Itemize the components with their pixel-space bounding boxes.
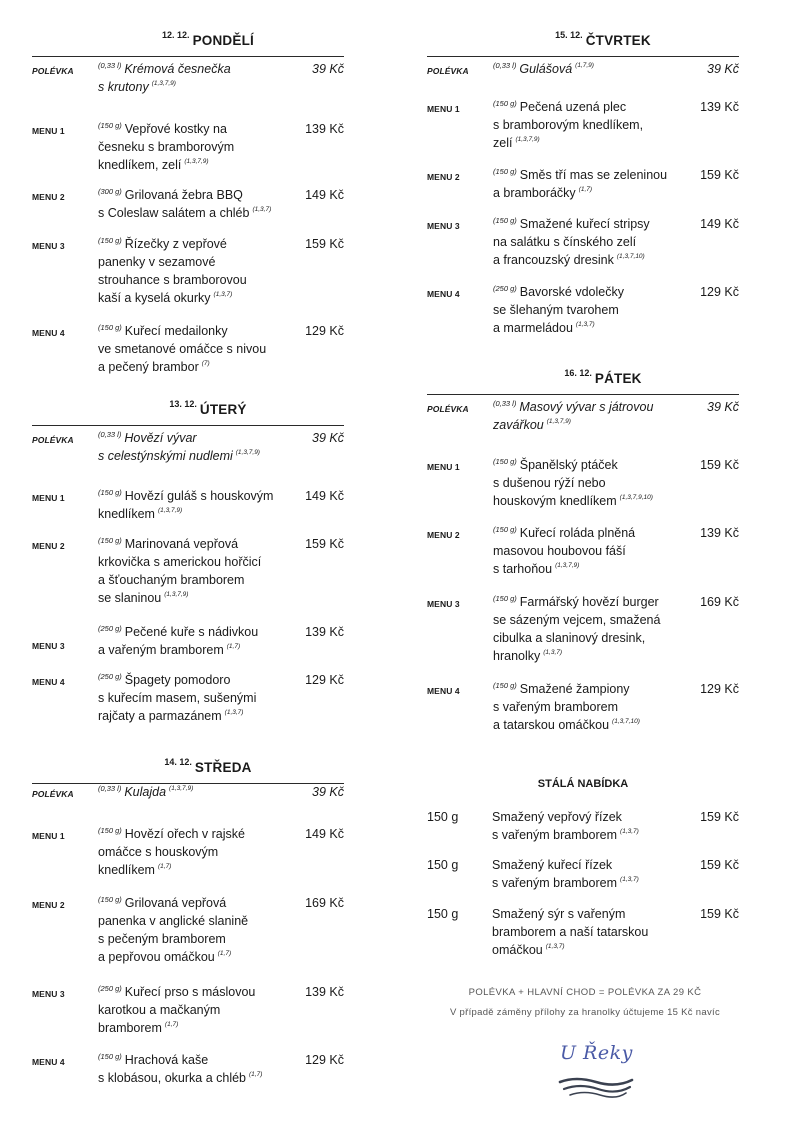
item-line: s Coleslaw salátem a chléb bbox=[98, 206, 250, 220]
item-line: Smažené žampiony bbox=[519, 682, 630, 696]
item-price: 129 Kč bbox=[700, 285, 739, 299]
item-label: POLÉVKA bbox=[427, 66, 469, 76]
footer-notes bbox=[405, 983, 765, 1023]
item-label: MENU 4 bbox=[32, 1057, 65, 1067]
item-line: Hovězí ořech v rajské bbox=[124, 827, 245, 841]
item-label: MENU 2 bbox=[427, 530, 460, 540]
item-line: kaší a kyselá okurky bbox=[98, 291, 211, 305]
logo-text: U Řeky bbox=[560, 1042, 633, 1064]
item-weight: (150 g) bbox=[98, 826, 122, 835]
item-line: a šťouchaným bramborem bbox=[98, 573, 245, 587]
item-allergens: (1,7) bbox=[164, 1021, 179, 1028]
item-allergens: (1,3,7) bbox=[620, 828, 639, 835]
item-allergens: (1,3,7,10) bbox=[612, 718, 640, 725]
item-allergens: (1,3,7,9) bbox=[555, 562, 580, 569]
item-allergens: (1,3,7) bbox=[252, 206, 272, 213]
day-date: 14. 12. bbox=[164, 757, 192, 767]
day-divider bbox=[427, 394, 739, 395]
item-label: MENU 2 bbox=[427, 172, 460, 182]
item-line: Kulajda bbox=[124, 785, 167, 799]
item-line: a marmeládou bbox=[493, 321, 573, 335]
item-line: s bramborovým knedlíkem, bbox=[493, 118, 644, 132]
day-section-monday bbox=[32, 30, 344, 374]
item-allergens: (1,3,7,9) bbox=[184, 158, 209, 165]
item-line: Kuřecí roláda plněná bbox=[519, 526, 636, 540]
footer-soup-note: POLÉVKA + HLAVNÍ CHOD = POLÉVKA ZA 29 KČ bbox=[468, 987, 702, 998]
item-line: Smažený kuřecí řízek bbox=[492, 858, 613, 872]
item-allergens: (1,3,7,9) bbox=[235, 449, 260, 456]
item-weight: (150 g) bbox=[98, 895, 122, 904]
item-description bbox=[493, 166, 689, 202]
item-line: česneku s bramborovým bbox=[98, 140, 235, 154]
item-description bbox=[98, 623, 294, 659]
item-weight: 150 g bbox=[427, 858, 459, 872]
item-line: a tatarskou omáčkou bbox=[493, 718, 610, 732]
item-label: POLÉVKA bbox=[32, 789, 74, 799]
item-line: a bramboráčky bbox=[493, 186, 576, 200]
item-line: panenka v anglické slanině bbox=[98, 914, 249, 928]
item-label: MENU 3 bbox=[427, 599, 460, 609]
item-line: a francouzský dresink bbox=[493, 253, 614, 267]
item-weight: 150 g bbox=[427, 810, 459, 824]
item-description bbox=[493, 593, 689, 665]
item-description bbox=[493, 60, 689, 78]
item-line: Marinovaná vepřová bbox=[124, 537, 239, 551]
item-description bbox=[98, 322, 294, 376]
item-line: omáčkou bbox=[492, 943, 543, 957]
item-description bbox=[98, 535, 294, 607]
item-price: 149 Kč bbox=[305, 188, 344, 202]
item-line: Pečená uzená plec bbox=[519, 100, 627, 114]
item-allergens: (1,3,7,9,10) bbox=[619, 494, 653, 501]
item-line: Smažené kuřecí stripsy bbox=[519, 217, 650, 231]
item-line: omáčce s houskovým bbox=[98, 845, 219, 859]
item-line: Smažený vepřový řízek bbox=[492, 810, 622, 824]
item-price: 159 Kč bbox=[700, 458, 739, 472]
item-label: MENU 1 bbox=[32, 831, 65, 841]
item-weight: (0,33 l) bbox=[98, 430, 122, 439]
day-name: STŘEDA bbox=[194, 760, 252, 775]
item-line: s celestýnskými nudlemi bbox=[98, 449, 233, 463]
item-allergens: (1,3,7,9) bbox=[164, 591, 189, 598]
day-name: ČTVRTEK bbox=[585, 33, 651, 48]
item-line: knedlíkem bbox=[98, 863, 155, 877]
item-price: 39 Kč bbox=[312, 62, 344, 76]
item-allergens: (1,7) bbox=[249, 1071, 263, 1078]
footer-fries-note: V případě záměny přílohy za hranolky účtujeme 15 Kč navíc bbox=[449, 1007, 721, 1018]
item-weight: 150 g bbox=[427, 907, 459, 921]
item-price: 139 Kč bbox=[700, 100, 739, 114]
item-allergens: (1,3,7,9) bbox=[151, 80, 176, 87]
item-line: strouhance s bramborovou bbox=[98, 273, 247, 287]
item-label: MENU 2 bbox=[32, 541, 65, 551]
item-line: s kuřecím masem, sušenými bbox=[98, 691, 257, 705]
item-line: bramborem a naší tatarskou bbox=[492, 925, 649, 939]
item-description bbox=[493, 398, 689, 434]
item-weight: (300 g) bbox=[98, 187, 122, 196]
item-allergens: (1,7) bbox=[578, 186, 593, 193]
item-line: na salátku s čínského zelí bbox=[493, 235, 637, 249]
item-allergens: (1,3,7,9) bbox=[546, 418, 571, 425]
item-price: 39 Kč bbox=[312, 431, 344, 445]
item-price: 129 Kč bbox=[305, 673, 344, 687]
standing-offer-title: STÁLÁ NABÍDKA bbox=[537, 778, 629, 790]
item-allergens: (1,7) bbox=[226, 643, 241, 650]
item-price: 169 Kč bbox=[305, 896, 344, 910]
day-header bbox=[32, 32, 344, 56]
item-label: MENU 1 bbox=[32, 493, 65, 503]
item-price: 129 Kč bbox=[305, 1053, 344, 1067]
item-line: Grilovaná vepřová bbox=[124, 896, 227, 910]
item-description bbox=[493, 98, 689, 152]
item-weight: (150 g) bbox=[98, 121, 122, 130]
day-divider bbox=[427, 56, 739, 57]
item-line: Španělský ptáček bbox=[519, 458, 618, 472]
item-label: POLÉVKA bbox=[427, 404, 469, 414]
day-divider bbox=[32, 56, 344, 57]
item-label: MENU 3 bbox=[427, 221, 460, 231]
item-label: MENU 4 bbox=[32, 677, 65, 687]
item-line: s krutony bbox=[98, 80, 149, 94]
standing-offer-section bbox=[427, 778, 739, 957]
item-line: se sázeným vejcem, smažená bbox=[493, 613, 661, 627]
item-description bbox=[98, 60, 294, 96]
item-line: se šlehaným tvarohem bbox=[493, 303, 619, 317]
item-label: MENU 2 bbox=[32, 192, 65, 202]
item-description bbox=[492, 905, 687, 959]
item-line: Pečené kuře s nádivkou bbox=[124, 625, 259, 639]
item-line: bramborem bbox=[98, 1021, 162, 1035]
day-header bbox=[32, 759, 344, 783]
item-line: a pečený brambor bbox=[98, 360, 199, 374]
item-weight: (250 g) bbox=[98, 984, 122, 993]
item-weight: (150 g) bbox=[493, 99, 517, 108]
item-label: MENU 4 bbox=[32, 328, 65, 338]
item-line: knedlíkem bbox=[98, 507, 155, 521]
item-line: Špagety pomodoro bbox=[124, 673, 231, 687]
item-description bbox=[98, 120, 294, 174]
day-date: 16. 12. bbox=[564, 368, 592, 378]
item-description bbox=[98, 894, 294, 966]
item-line: s dušenou rýží nebo bbox=[493, 476, 606, 490]
item-description bbox=[98, 235, 294, 307]
item-line: Smažený sýr s vařeným bbox=[492, 907, 626, 921]
item-label: MENU 1 bbox=[32, 126, 65, 136]
item-description bbox=[98, 671, 294, 725]
item-line: s vařeným bramborem bbox=[492, 828, 618, 842]
item-allergens: (1,3,7,10) bbox=[616, 253, 645, 260]
item-allergens: (1,3,7) bbox=[213, 291, 233, 298]
logo-waves-icon bbox=[556, 1040, 636, 1102]
item-allergens: (1,3,7) bbox=[543, 649, 563, 656]
item-price: 169 Kč bbox=[700, 595, 739, 609]
item-price: 159 Kč bbox=[700, 168, 739, 182]
item-line: se slaninou bbox=[98, 591, 162, 605]
item-label: MENU 3 bbox=[32, 241, 65, 251]
day-name: ÚTERÝ bbox=[199, 402, 247, 417]
day-section-friday bbox=[427, 368, 739, 732]
item-line: s klobásou, okurka a chléb bbox=[98, 1071, 247, 1085]
item-price: 139 Kč bbox=[305, 625, 344, 639]
item-allergens: (7) bbox=[201, 360, 210, 367]
day-divider bbox=[32, 425, 344, 426]
item-weight: (150 g) bbox=[493, 167, 517, 176]
item-weight: (150 g) bbox=[493, 525, 517, 534]
item-description bbox=[98, 487, 294, 523]
item-weight: (0,33 l) bbox=[98, 61, 122, 70]
item-price: 159 Kč bbox=[700, 907, 739, 921]
item-weight: (250 g) bbox=[98, 624, 122, 633]
item-label: POLÉVKA bbox=[32, 435, 74, 445]
day-date: 15. 12. bbox=[555, 30, 583, 40]
item-line: Bavorské vdolečky bbox=[519, 285, 624, 299]
item-line: s vařeným bramborem bbox=[493, 700, 619, 714]
item-weight: (250 g) bbox=[98, 672, 122, 681]
item-weight: (150 g) bbox=[493, 457, 517, 466]
item-line: rajčaty a parmazánem bbox=[98, 709, 222, 723]
item-weight: (150 g) bbox=[493, 681, 517, 690]
item-weight: (150 g) bbox=[98, 536, 122, 545]
item-price: 39 Kč bbox=[707, 400, 739, 414]
day-header bbox=[427, 32, 739, 56]
item-description bbox=[493, 680, 689, 734]
item-description bbox=[98, 1051, 294, 1087]
item-description bbox=[98, 186, 294, 222]
item-line: Kuřecí medailonky bbox=[124, 324, 228, 338]
item-label: MENU 4 bbox=[427, 289, 460, 299]
day-section-wednesday bbox=[32, 757, 344, 1085]
item-line: a vařeným bramborem bbox=[98, 643, 224, 657]
item-line: Farmářský hovězí burger bbox=[519, 595, 659, 609]
item-description bbox=[492, 808, 687, 844]
item-label: MENU 4 bbox=[427, 686, 460, 696]
item-price: 139 Kč bbox=[305, 122, 344, 136]
item-line: Řízečky z vepřové bbox=[124, 237, 227, 251]
item-price: 129 Kč bbox=[305, 324, 344, 338]
item-allergens: (1,3,7) bbox=[620, 876, 639, 883]
item-label: MENU 3 bbox=[32, 989, 65, 999]
item-price: 159 Kč bbox=[305, 237, 344, 251]
day-header bbox=[32, 401, 344, 425]
item-line: Hovězí vývar bbox=[124, 431, 197, 445]
day-section-tuesday bbox=[32, 399, 344, 723]
item-description bbox=[98, 429, 294, 465]
item-allergens: (1,3,7) bbox=[575, 321, 595, 328]
item-line: masovou houbovou fáší bbox=[493, 544, 626, 558]
item-description bbox=[98, 983, 294, 1037]
item-allergens: (1,3,7,9) bbox=[169, 785, 194, 792]
item-line: houskovým knedlíkem bbox=[493, 494, 617, 508]
item-description bbox=[493, 524, 689, 578]
item-line: Gulášová bbox=[519, 62, 573, 76]
item-line: ve smetanové omáčce s nivou bbox=[98, 342, 267, 356]
item-description bbox=[493, 215, 689, 269]
item-price: 159 Kč bbox=[305, 537, 344, 551]
item-weight: (150 g) bbox=[98, 1052, 122, 1061]
restaurant-logo bbox=[556, 1040, 636, 1102]
item-description bbox=[492, 856, 687, 892]
item-description bbox=[493, 456, 689, 510]
item-allergens: (1,7) bbox=[157, 863, 172, 870]
day-section-thursday bbox=[427, 30, 739, 335]
item-weight: (150 g) bbox=[98, 323, 122, 332]
item-label: MENU 2 bbox=[32, 900, 65, 910]
day-date: 13. 12. bbox=[169, 399, 197, 409]
item-label: MENU 1 bbox=[427, 104, 460, 114]
item-description bbox=[493, 283, 689, 337]
item-price: 149 Kč bbox=[305, 489, 344, 503]
day-name: PÁTEK bbox=[594, 371, 642, 386]
item-allergens: (1,7) bbox=[217, 950, 232, 957]
item-line: karotkou a mačkaným bbox=[98, 1003, 221, 1017]
item-line: Kuřecí prso s máslovou bbox=[124, 985, 256, 999]
item-price: 139 Kč bbox=[700, 526, 739, 540]
item-weight: (150 g) bbox=[98, 236, 122, 245]
item-line: s pečeným bramborem bbox=[98, 932, 226, 946]
item-label: MENU 3 bbox=[32, 641, 65, 651]
item-line: cibulka a slaninový dresink, bbox=[493, 631, 646, 645]
item-allergens: (1,7,9) bbox=[575, 62, 594, 69]
item-label: POLÉVKA bbox=[32, 66, 74, 76]
item-line: Hovězí guláš s houskovým bbox=[124, 489, 274, 503]
item-label: MENU 1 bbox=[427, 462, 460, 472]
item-allergens: (1,3,7,9) bbox=[157, 507, 183, 514]
day-date: 12. 12. bbox=[162, 30, 190, 40]
item-line: Směs tří mas se zeleninou bbox=[519, 168, 668, 182]
item-line: zelí bbox=[493, 136, 513, 150]
item-price: 39 Kč bbox=[312, 785, 344, 799]
item-price: 159 Kč bbox=[700, 858, 739, 872]
item-price: 129 Kč bbox=[700, 682, 739, 696]
item-description bbox=[98, 783, 294, 801]
item-line: s vařeným bramborem bbox=[492, 876, 618, 890]
item-line: zavářkou bbox=[493, 418, 544, 432]
item-line: knedlíkem, zelí bbox=[98, 158, 182, 172]
item-line: krkovička s americkou hořčicí bbox=[98, 555, 262, 569]
day-header bbox=[427, 370, 739, 394]
item-line: s tarhoňou bbox=[493, 562, 553, 576]
item-weight: (150 g) bbox=[98, 488, 122, 497]
item-weight: (250 g) bbox=[493, 284, 517, 293]
item-allergens: (1,3,7) bbox=[545, 943, 565, 950]
item-line: a pepřovou omáčkou bbox=[98, 950, 215, 964]
day-name: PONDĚLÍ bbox=[192, 33, 254, 48]
item-weight: (150 g) bbox=[493, 594, 517, 603]
item-price: 149 Kč bbox=[700, 217, 739, 231]
item-line: Krémová česnečka bbox=[124, 62, 231, 76]
item-line: panenky v sezamové bbox=[98, 255, 216, 269]
item-line: hranolky bbox=[493, 649, 541, 663]
item-weight: (0,33 l) bbox=[98, 784, 122, 793]
item-weight: (0,33 l) bbox=[493, 61, 517, 70]
item-allergens: (1,3,7) bbox=[224, 709, 244, 716]
item-line: Grilovaná žebra BBQ bbox=[124, 188, 243, 202]
item-allergens: (1,3,7,9) bbox=[515, 136, 540, 143]
item-line: Masový vývar s játrovou bbox=[519, 400, 654, 414]
item-price: 159 Kč bbox=[700, 810, 739, 824]
item-price: 39 Kč bbox=[707, 62, 739, 76]
item-line: Hrachová kaše bbox=[124, 1053, 209, 1067]
item-description bbox=[98, 825, 294, 879]
item-line: Vepřové kostky na bbox=[124, 122, 227, 136]
item-weight: (0,33 l) bbox=[493, 399, 517, 408]
item-price: 139 Kč bbox=[305, 985, 344, 999]
item-price: 149 Kč bbox=[305, 827, 344, 841]
item-weight: (150 g) bbox=[493, 216, 517, 225]
